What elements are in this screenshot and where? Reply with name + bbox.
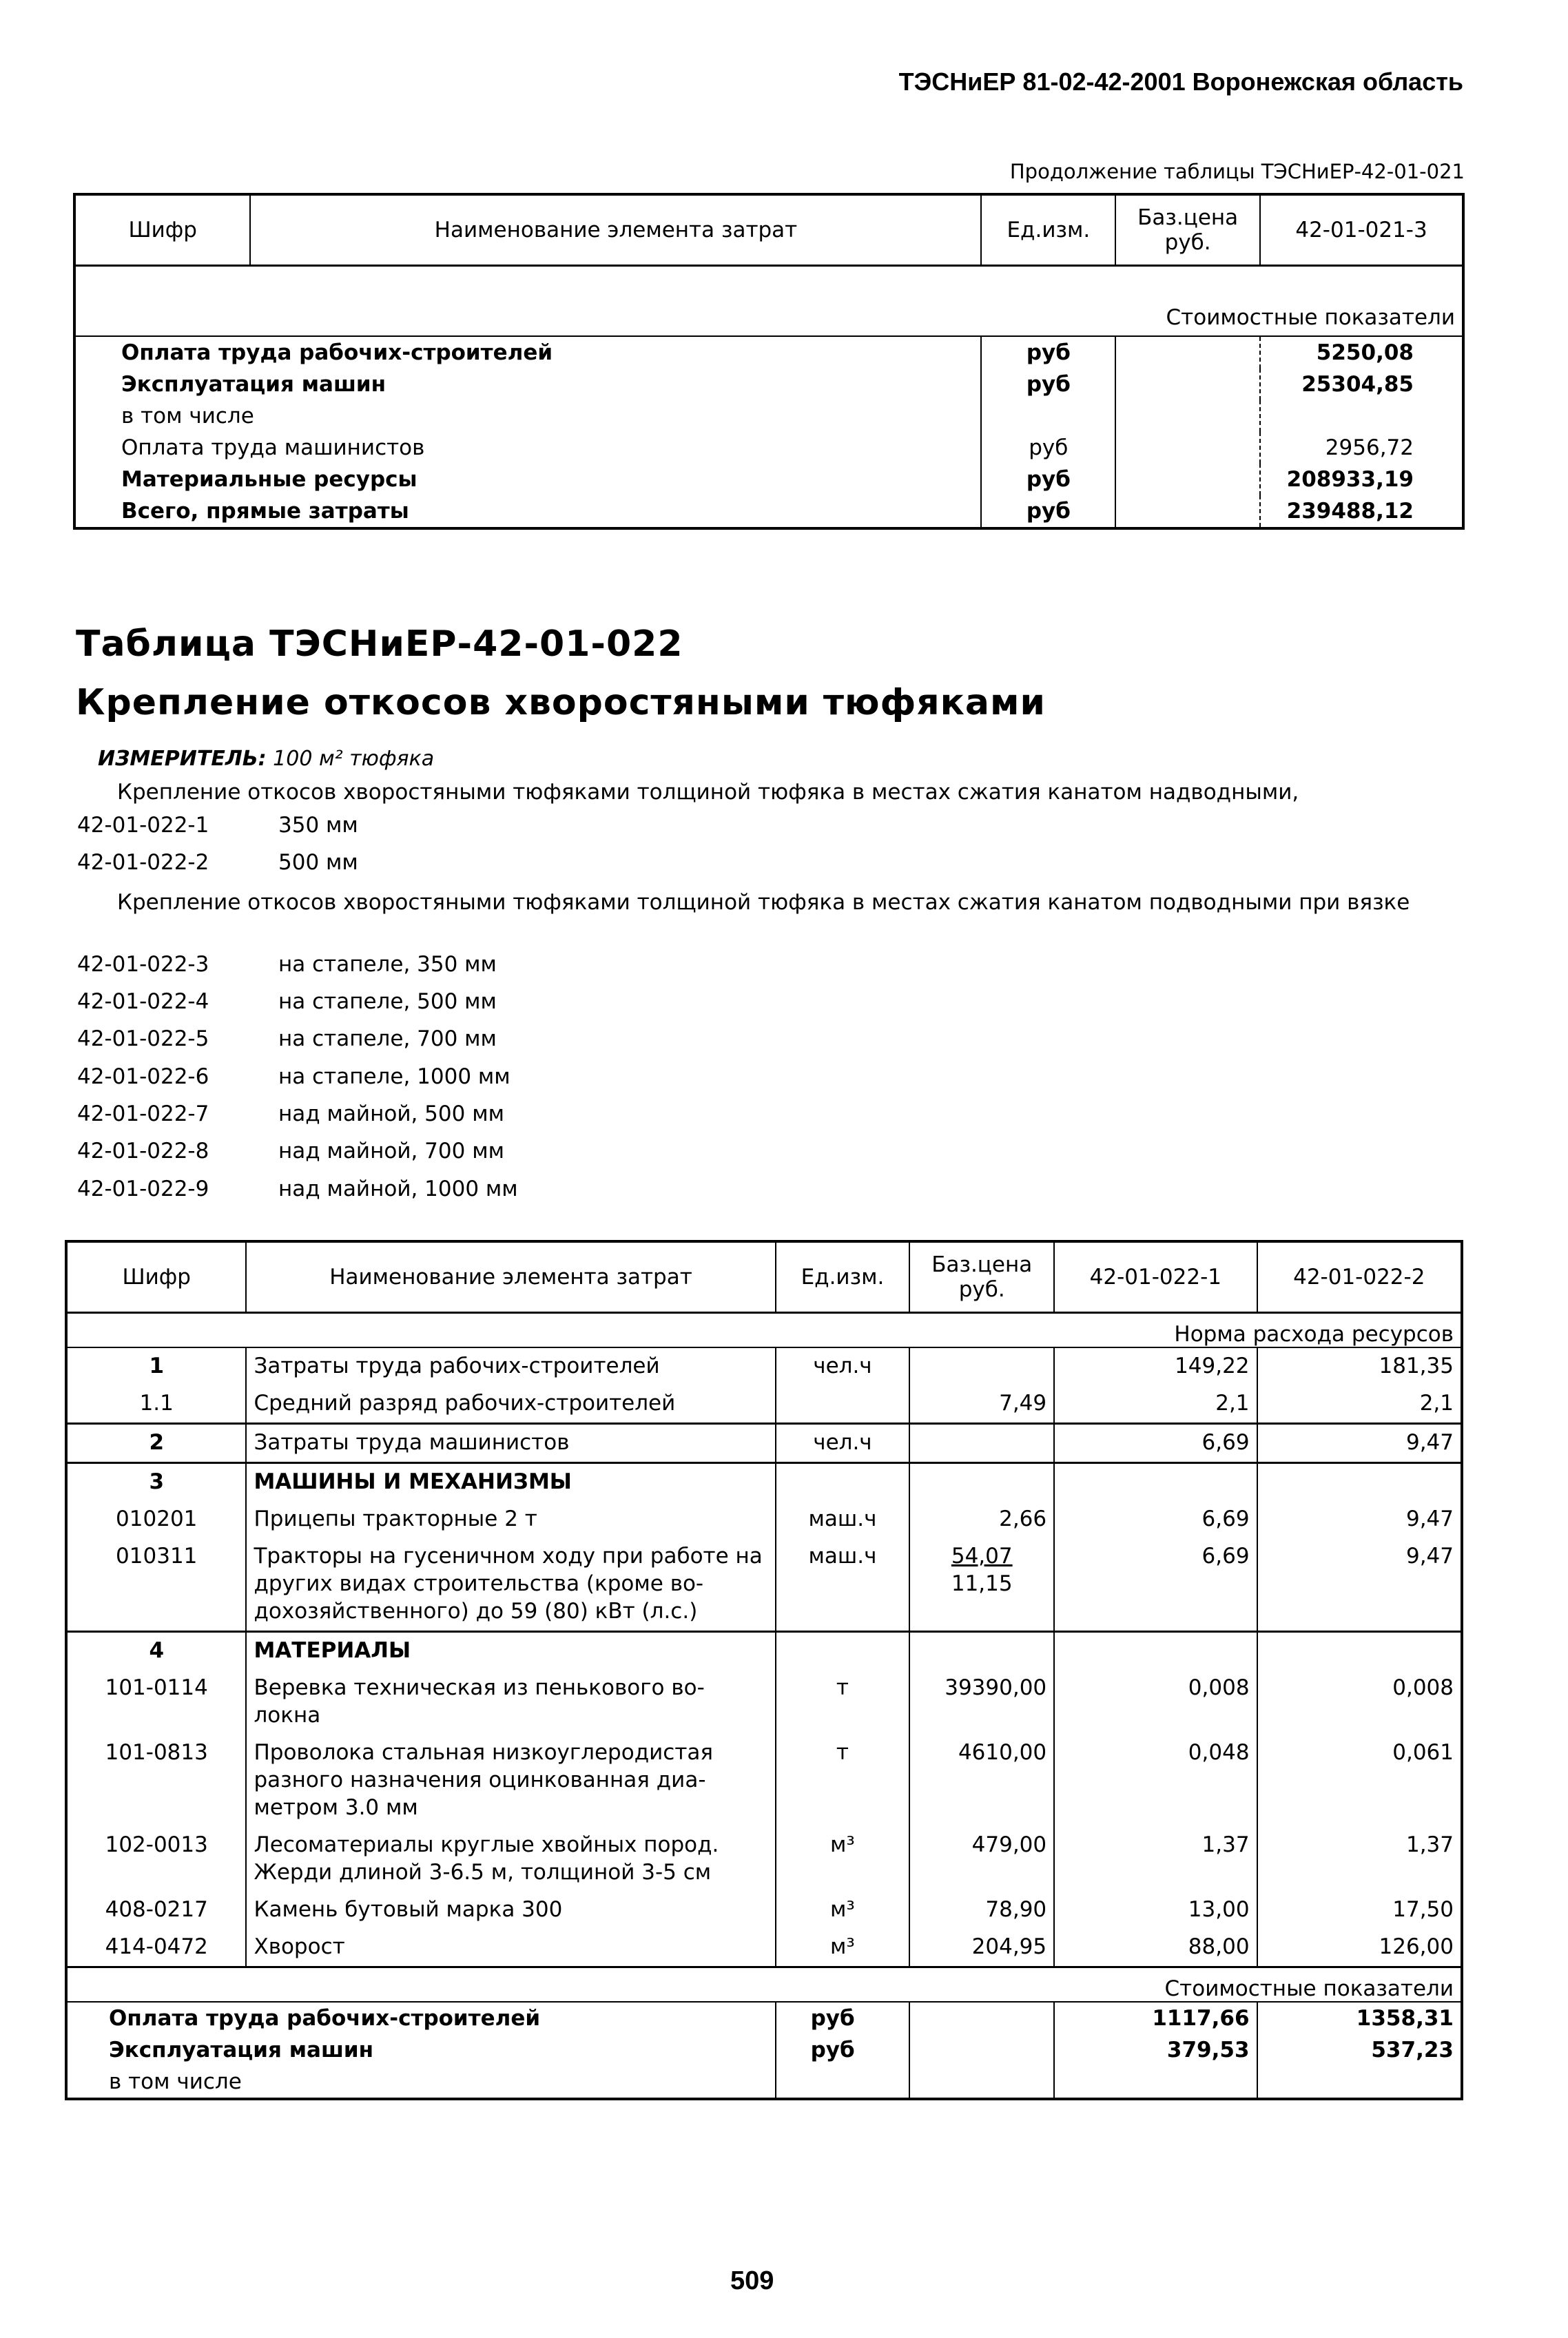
table-row: Материальные ресурсы руб 208933,19 xyxy=(74,464,1463,495)
table-row: 101-0114 Веревка техническая из пенькового во-локна т 39390,00 0,008 0,008 xyxy=(66,1670,1462,1735)
table-row: Оплата труда машинистов руб 2956,72 xyxy=(74,432,1463,464)
table-row: 010311 Тракторы на гусеничном ходу при работе на других видах строительства (кроме во-дохозяйственного) до 59 (80) кВт (л.с.) маш.ч 54,07 11,15 6,69 9,47 xyxy=(66,1538,1462,1632)
description-1: Крепление откосов хворостяными тюфяками толщиной тюфяка в местах сжатия канатом надводными, xyxy=(117,780,1299,805)
price-secondary: 11,15 xyxy=(951,1571,1013,1596)
list-item: 42-01-022-1 350 мм xyxy=(77,813,358,838)
table-row: 102-0013 Лесоматериалы круглые хвойных пород. Жерди длиной 3-6.5 м, толщиной 3-5 см м³ 479,00 1,37 1,37 xyxy=(66,1827,1462,1892)
col-header-code: Шифр xyxy=(74,194,250,266)
col-header-value: 42-01-021-3 xyxy=(1260,194,1463,266)
table-row: в том числе xyxy=(74,400,1463,432)
measure-value: 100 м² тюфяка xyxy=(273,747,435,771)
list-item: 42-01-022-3 на стапеле, 350 мм xyxy=(77,952,497,977)
table-row: 4 МАТЕРИАЛЫ xyxy=(66,1632,1462,1670)
list-item: 42-01-022-4 на стапеле, 500 мм xyxy=(77,989,497,1014)
table-row: 101-0813 Проволока стальная низкоуглеродистая разного назначения оцинкованная диа-метром 3.0 мм т 4610,00 0,048 0,061 xyxy=(66,1735,1462,1827)
table-row: 010201 Прицепы тракторные 2 т маш.ч 2,66 6,69 9,47 xyxy=(66,1501,1462,1538)
col-header-unit: Ед.изм. xyxy=(981,194,1115,266)
list-item: 42-01-022-2 500 мм xyxy=(77,850,358,875)
table-row: 1 Затраты труда рабочих-строителей чел.ч 149,22 181,35 xyxy=(66,1347,1462,1385)
table-row: в том числе xyxy=(66,2066,1462,2099)
table-row: 414-0472 Хворост м³ 204,95 88,00 126,00 xyxy=(66,1929,1462,1967)
list-item: 42-01-022-8 над майной, 700 мм xyxy=(77,1139,504,1163)
list-item: 42-01-022-9 над майной, 1000 мм xyxy=(77,1177,518,1201)
table-row: 1.1 Средний разряд рабочих-строителей 7,49 2,1 2,1 xyxy=(66,1385,1462,1424)
section-label: Стоимостные показатели xyxy=(66,1967,1462,2003)
list-item: 42-01-022-6 на стапеле, 1000 мм xyxy=(77,1064,510,1089)
continuation-label: Продолжение таблицы ТЭСНиЕР-42-01-021 xyxy=(1009,160,1465,183)
cost-table-021 xyxy=(73,193,1465,530)
table-header-row: Шифр Наименование элемента затрат Ед.изм. Баз.цена руб. 42-01-022-1 42-01-022-2 xyxy=(66,1241,1462,1313)
section-subtitle: Крепление откосов хворостяными тюфяками xyxy=(76,682,1046,723)
price-main: 54,07 xyxy=(951,1544,1013,1569)
page-header: ТЭСНиЕР 81-02-42-2001 Воронежская область xyxy=(898,68,1463,96)
col-header-name: Наименование элемента затрат xyxy=(250,194,981,266)
list-item: 42-01-022-5 на стапеле, 700 мм xyxy=(77,1026,497,1051)
measure-label: ИЗМЕРИТЕЛЬ: xyxy=(98,747,267,771)
table-row: Эксплуатация машин руб 379,53 537,23 xyxy=(66,2034,1462,2066)
measure xyxy=(98,747,434,771)
table-row: 2 Затраты труда машинистов чел.ч 6,69 9,47 xyxy=(66,1424,1462,1463)
section-label: Норма расхода ресурсов xyxy=(66,1313,1462,1348)
table-row: 3 МАШИНЫ И МЕХАНИЗМЫ xyxy=(66,1463,1462,1502)
table-row: 408-0217 Камень бутовый марка 300 м³ 78,90 13,00 17,50 xyxy=(66,1892,1462,1929)
description-2: Крепление откосов хворостяными тюфяками толщиной тюфяка в местах сжатия канатом подводными при вязке xyxy=(117,890,1410,915)
col-header-price: Баз.цена руб. xyxy=(1115,194,1260,266)
list-item: 42-01-022-7 над майной, 500 мм xyxy=(77,1101,504,1126)
table-row: Оплата труда рабочих-строителей руб 1117,66 1358,31 xyxy=(66,2002,1462,2034)
resource-table-022 xyxy=(65,1240,1463,2100)
section-label: Стоимостные показатели xyxy=(74,300,1463,336)
page-number: 509 xyxy=(730,2266,774,2295)
table-header-row xyxy=(74,194,1463,266)
table-row: Эксплуатация машин руб 25304,85 xyxy=(74,369,1463,400)
section-title: Таблица ТЭСНиЕР-42-01-022 xyxy=(76,623,683,665)
table-row: Всего, прямые затраты руб 239488,12 xyxy=(74,495,1463,528)
table-row: Оплата труда рабочих-строителей руб 5250,08 xyxy=(74,336,1463,369)
